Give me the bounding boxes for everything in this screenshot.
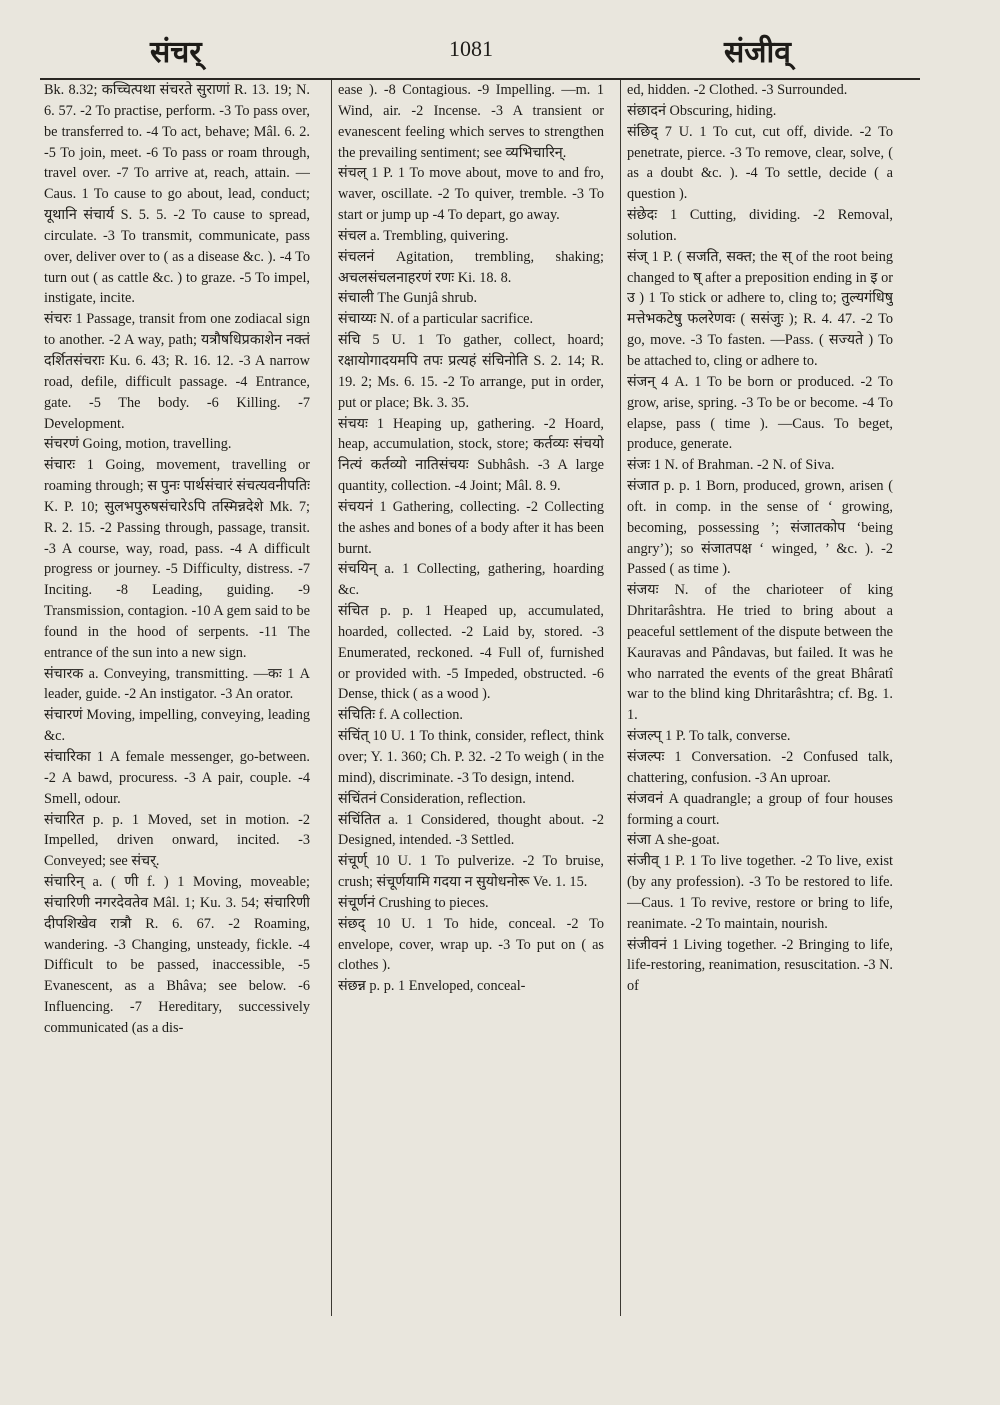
text-column-3: ed, hidden. -2 Clothed. -3 Surrounded. संछादनं Obscuring, hiding. संछिद् 7 U. 1 To cut, cut off, divide. -2 To penetrate, pierce. -3 To remove, clear, solve, ( as a doubt &c. ). -4 To settle, decide ( a question ). संछेदः 1 Cutting, dividing. -2 Removal, solution. संज् 1 P. ( सजति, सक्त; the स् of the root being changed to ष् after a preposition ending in इ or उ ) 1 To stick or adhere to, cling to; तुल्यगंधिषु मत्तेभकटेषु फलरेणवः ( ससंजुः ); R. 4. 47. -2 To go, move. -3 To fasten. —Pass. ( सज्यते ) To be attached to, cling or adhere to. संजन् 4 A. 1 To be born or produced. -2 To grow, arise, spring. -3 To be or become. -4 To elapse, pass ( time ). —Caus. To beget, produce, generate. संजः 1 N. of Brahman. -2 N. of Siva. संजात p. p. 1 Born, produced, grown, arisen ( oft. in comp. in the sense of ‘ growing, becoming, possessing ’; संजातकोप ‘being angry’); so संजातपक्ष ‘ winged, ’ &c. ). -2 Passed ( as time ). संजयः N. of the charioteer of king Dhritarâshtra. He tried to bring about a peaceful settlement of the dispute between the Kauravas and Pândavas, but failed. It was he who narrated the events of the great Bhâratî war to the blind king Dhritarâshtra; cf. Bg. 1. 1. संजल्प् 1 P. To talk, converse. संजल्पः 1 Conversation. -2 Confused talk, chattering, confusion. -3 An uproar. संजवनं A quadrangle; a group of four houses forming a court. संजा A she-goat. संजीव् 1 P. 1 To live together. -2 To live, exist (by any profession). -3 To be restored to life. —Caus. 1 To revive, restore or bring to life, reanimate. -2 To maintain, nourish. संजीवनं 1 Living together. -2 Bringing to life, life-restoring, reanimation, resuscitation. -3 N. of: [627, 82, 893, 995]
running-head-first-word: संचर्: [150, 35, 202, 70]
column-divider: [620, 80, 621, 1316]
page-number: 1081: [449, 36, 493, 61]
column-divider: [331, 80, 332, 1316]
running-head-last-word: संजीव्: [724, 35, 791, 70]
text-column-1: Bk. 8.32; कच्चित्पथा संचरते सुराणां R. 13. 19; N. 6. 57. -2 To practise, perform. -3 To pass over, be transferred to. -4 To act, behave; Mâl. 6. 2. -5 To join, meet. -6 To pass or roam through, travel over. -7 To arrive at, reach, attain. —Caus. 1 To cause to go about, lead, conduct; यूथानि संचार्य S. 5. 5. -2 To cause to spread, circulate. -3 To transmit, communicate, pass over, deliver over to ( as a disease &c. ). -4 To turn out ( as cattle &c. ) to graze. -5 To impel, instigate, incite. संचरः 1 Passage, transit from one zodiacal sign to another. -2 A way, path; यत्रौषधिप्रकाशेन नक्तं दर्शितसंचराः Ku. 6. 43; R. 16. 12. -3 A narrow road, defile, difficult passage. -4 Entrance, gate. -5 The body. -6 Killing. -7 Development. संचरणं Going, motion, travelling. संचारः 1 Going, movement, travelling or roaming through; स पुनः पार्थसंचारं संचत्यवनीपतिः K. P. 10; सुलभपुरुषसंचारेऽपि तस्मिन्नदेशे Mk. 7; R. 2. 15. -2 Passing through, passage, transit. -3 A course, way, road, pass. -4 A difficult progress or journey. -5 Difficulty, distress. -7 Inciting. -8 Leading, guiding. -9 Transmission, contagion. -10 A gem said to be found in the hood of serpents. -11 The entrance of the sun into a new sign. संचारक a. Conveying, transmitting. —कः 1 A leader, guide. -2 An instigator. -3 An orator. संचारणं Moving, impelling, conveying, leading &c. संचारिका 1 A female messenger, go-between. -2 A bawd, procuress. -3 A pair, couple. -4 Smell, odour. संचारित p. p. 1 Moved, set in motion. -2 Impelled, driven onward, incited. -3 Conveyed; see संचर्. संचारिन् a. ( णी f. ) 1 Moving, moveable; संचारिणी नगरदेवतेव Mâl. 1; Ku. 3. 54; संचारिणी दीपशिखेव रात्रौ R. 6. 67. -2 Roaming, wandering. -3 Changing, unsteady, fickle. -4 Difficult to be passed, inaccessible, -5 Evanescent, as a Bhâva; see below. -6 Influencing. -7 Hereditary, successively communicated (as a dis-: [44, 82, 310, 1036]
text-column-2: ease ). -8 Contagious. -9 Impelling. —m. 1 Wind, air. -2 Incense. -3 A transient or evanescent feeling which serves to strengthen the prevailing sentiment; see व्यभिचारिन्. संचल् 1 P. 1 To move about, move to and fro, waver, oscillate. -2 To quiver, tremble. -3 To start or jump up -4 To depart, go away. संचल a. Trembling, quivering. संचलनं Agitation, trembling, shaking; अचलसंचलनाहरणं रणः Ki. 18. 8. संचाली The Gunjâ shrub. संचाय्यः N. of a particular sacrifice. संचि 5 U. 1 To gather, collect, hoard; रक्षायोगादयमपि तपः प्रत्यहं संचिनोति S. 2. 14; R. 19. 2; Ms. 6. 15. -2 To arrange, put in order, put or place; Bk. 3. 35. संचयः 1 Heaping up, gathering. -2 Hoard, heap, accumulation, stock, store; कर्तव्यः संचयो नित्यं कर्तव्यो नातिसंचयः Subhâsh. -3 A large quantity, collection. -4 Joint; Mâl. 8. 9. संचयनं 1 Gathering, collecting. -2 Collecting the ashes and bones of a body after it has been burnt. संचयिन् a. 1 Collecting, gathering, hoarding &c. संचित p. p. 1 Heaped up, accumulated, hoarded, collected. -2 Laid by, stored. -3 Enumerated, reckoned. -4 Full of, furnished or provided with. -5 Impeded, obstructed. -6 Dense, thick ( as a wood ). संचितिः f. A collection. संचिंत् 10 U. 1 To think, consider, reflect, think over; Y. 1. 360; Ch. P. 32. -2 To weigh ( in the mind), discriminate. -3 To design, intend. संचिंतनं Consideration, reflection. संचिंतित a. 1 Considered, thought about. -2 Designed, intended. -3 Settled. संचूर्ण् 10 U. 1 To pulverize. -2 To bruise, crush; संचूर्णयामि गदया न सुयोधनोरू Ve. 1. 15. संचूर्णनं Crushing to pieces. संछद् 10 U. 1 To hide, conceal. -2 To envelope, cover, wrap up. -3 To put on ( as clothes ). संछन्न p. p. 1 Enveloped, conceal-: [338, 82, 604, 995]
